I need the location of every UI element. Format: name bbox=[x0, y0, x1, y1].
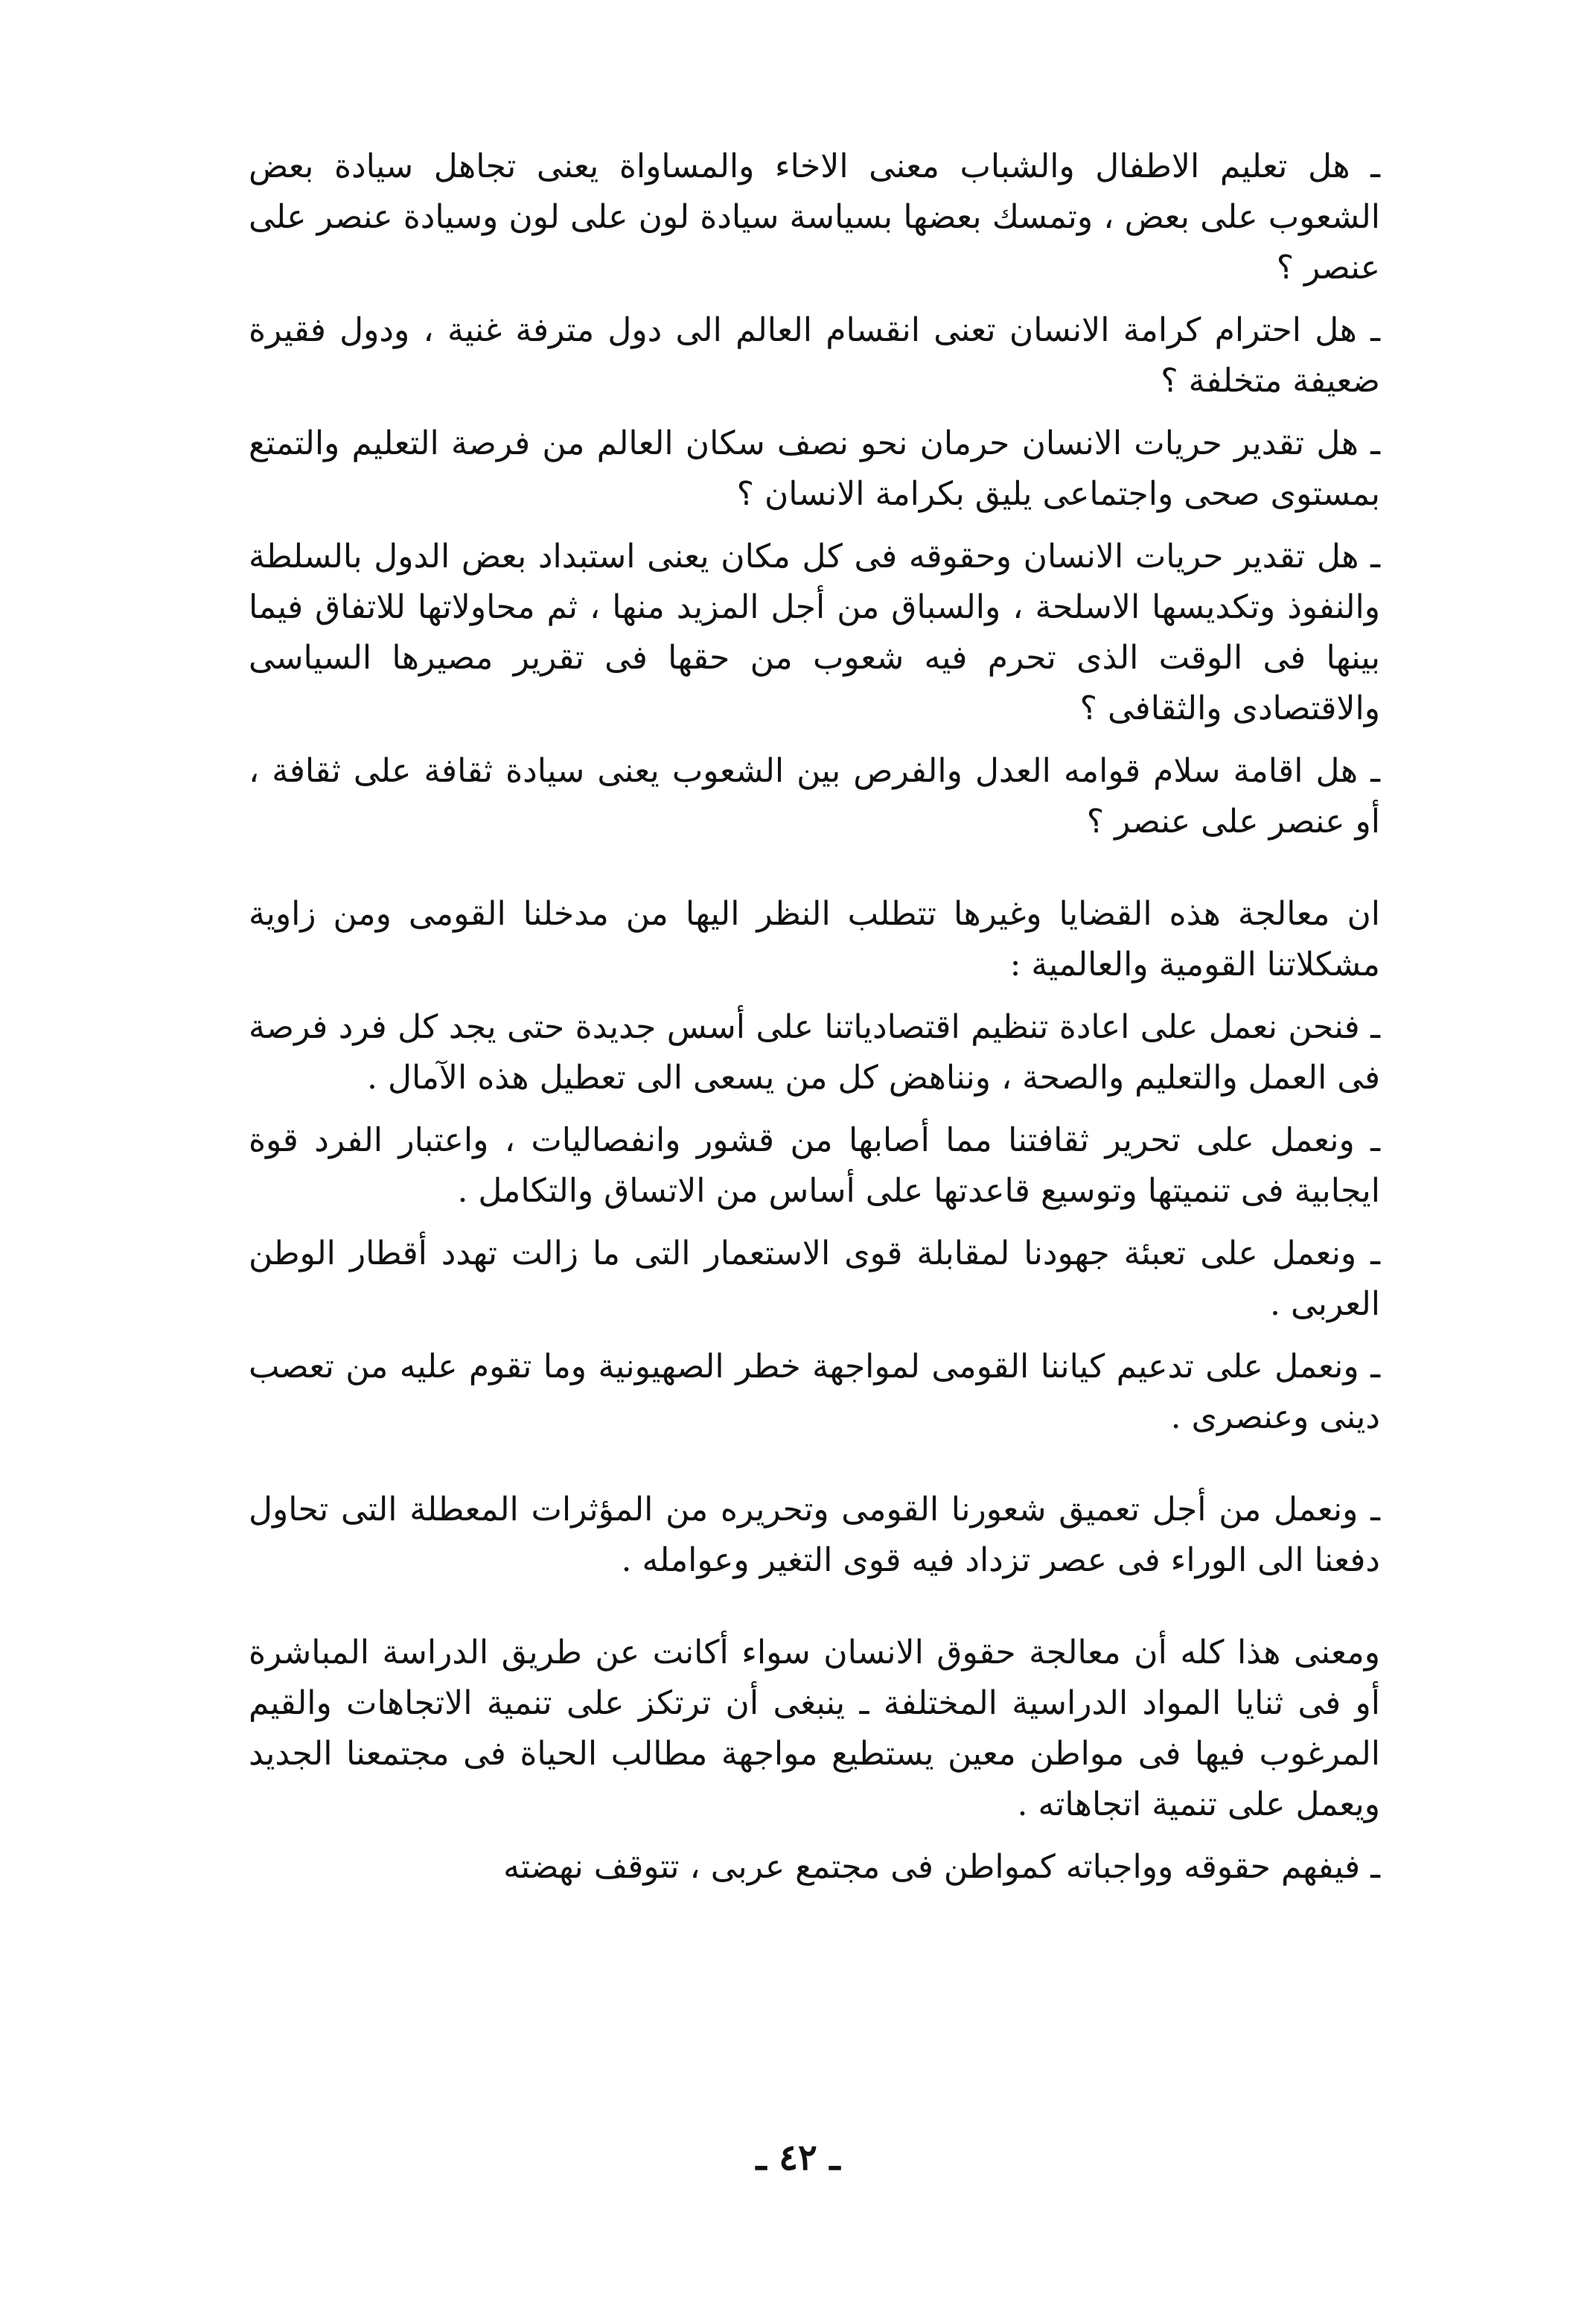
paragraph-national-approach: ان معالجة هذه القضايا وغيرها تتطلب النظر اليها من مدخلنا القومى ومن زاوية مشكلاتنا القومية والعالمية : bbox=[249, 895, 1380, 984]
page-body bbox=[249, 141, 1380, 1905]
paragraph-zionism: ـ ونعمل على تدعيم كياننا القومى لمواجهة خطر الصهيونية وما تقوم عليه من تعصب دينى وعنصرى . bbox=[249, 1348, 1380, 1436]
paragraph-question-freedoms: ـ هل تقدير حريات الانسان وحقوقه فى كل مكان يعنى استبداد بعض الدول بالسلطة والنفوذ وتكديسها الاسلحة ، والسباق من أجل المزيد منها ، ثم محاولاتها للاتفاق فيما بينها فى الوقت الذى تحرم فيه شعوب من حقها فى تقرير مصيرها السياسى والاقتصادى والثقافى ؟ bbox=[249, 538, 1380, 727]
paragraph-conclusion: ومعنى هذا كله أن معالجة حقوق الانسان سواء أكانت عن طريق الدراسة المباشرة أو فى ثنايا المواد الدراسية المختلفة ـ ينبغى أن ترتكز على تنمية الاتجاهات والقيم المرغوب فيها فى مواطن معين يستطيع مواجهة مطالب الحياة فى مجتمعنا الجديد ويعمل على تنمية اتجاهاته . bbox=[249, 1634, 1380, 1823]
paragraph-culture: ـ ونعمل على تحرير ثقافتنا مما أصابها من قشور وانفصاليات ، واعتبار الفرد قوة ايجابية فى تنميتها وتوسيع قاعدتها على أساس من الاتساق والتكامل . bbox=[249, 1121, 1381, 1210]
paragraph-question-peace: ـ هل اقامة سلام قوامه العدل والفرص بين الشعوب يعنى سيادة ثقافة على ثقافة ، أو عنصر على عنصر ؟ bbox=[249, 752, 1380, 841]
paragraph-question-education: ـ هل تقدير حريات الانسان حرمان نحو نصف سكان العالم من فرصة التعليم والتمتع بمستوى صحى واجتماعى يليق بكرامة الانسان ؟ bbox=[249, 424, 1380, 513]
paragraph-national-feeling: ـ ونعمل من أجل تعميق شعورنا القومى وتحريره من المؤثرات المعطلة التى تحاول دفعنا الى الوراء فى عصر تزداد فيه قوى التغير وعوامله . bbox=[249, 1491, 1380, 1579]
paragraph-question-dignity: ـ هل احترام كرامة الانسان تعنى انقسام العالم الى دول مترفة غنية ، ودول فقيرة ضعيفة متخلفة ؟ bbox=[249, 311, 1380, 400]
paragraph-question-equality: ـ هل تعليم الاطفال والشباب معنى الاخاء والمساواة يعنى تجاهل سيادة بعض الشعوب على بعض ، وتمسك بعضها بسياسة سيادة لون على لون وسيادة عنصر على عنصر ؟ bbox=[249, 147, 1380, 287]
paragraph-colonialism: ـ ونعمل على تعبئة جهودنا لمقابلة قوى الاستعمار التى ما زالت تهدد أقطار الوطن العربى . bbox=[249, 1234, 1380, 1323]
paragraph-citizen-rights: ـ فيفهم حقوقه وواجباته كمواطن فى مجتمع عربى ، تتوقف نهضته bbox=[503, 1848, 1380, 1886]
paragraph-economy: ـ فنحن نعمل على اعادة تنظيم اقتصادياتنا على أسس جديدة حتى يجد كل فرد فرصة فى العمل والتعليم والصحة ، ونناهض كل من يسعى الى تعطيل هذه الآمال . bbox=[249, 1008, 1380, 1097]
page-number: ـ ٤٢ ـ bbox=[756, 2137, 840, 2179]
